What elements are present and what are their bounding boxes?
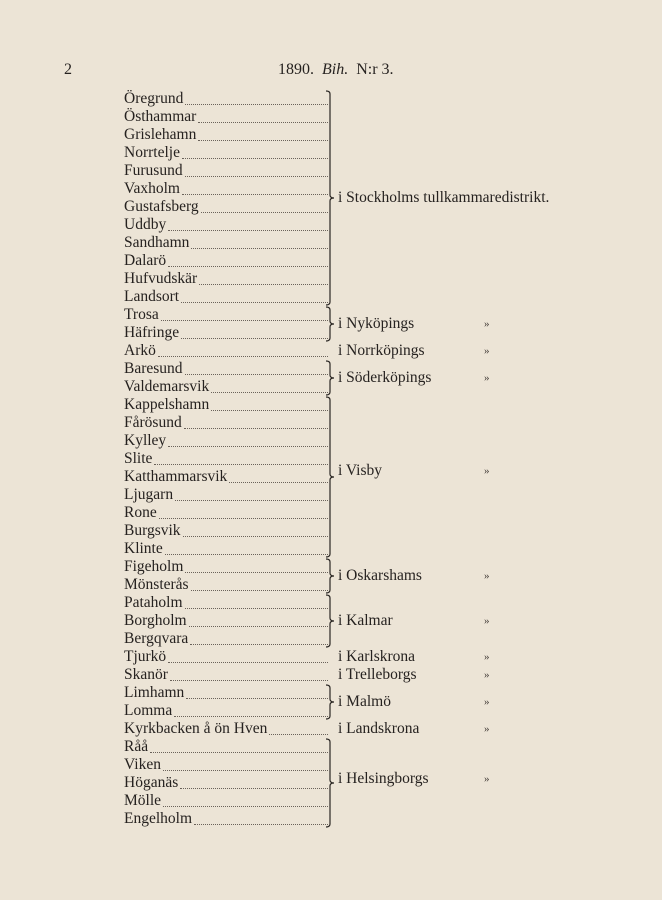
leader-dots bbox=[184, 427, 328, 429]
leader-dots bbox=[168, 445, 328, 447]
leader-dots bbox=[201, 211, 328, 213]
leader-dots bbox=[163, 805, 328, 807]
leader-dots bbox=[199, 283, 328, 285]
leader-dots bbox=[185, 175, 328, 177]
group-brace bbox=[325, 90, 335, 306]
leader-dots bbox=[159, 517, 328, 519]
place-name: Råå bbox=[124, 738, 149, 755]
district-name: i Malmö bbox=[338, 693, 391, 710]
leader-dots bbox=[185, 607, 328, 609]
group-brace bbox=[325, 396, 335, 558]
place-name: Baresund bbox=[124, 360, 183, 377]
leader-dots bbox=[168, 265, 328, 267]
place-name: Häfringe bbox=[124, 324, 180, 341]
place-name: Uddby bbox=[124, 216, 167, 233]
ditto-mark: » bbox=[484, 696, 490, 708]
place-name: Slite bbox=[124, 450, 153, 467]
place-name: Bergqvara bbox=[124, 630, 189, 647]
ditto-mark: » bbox=[484, 615, 490, 627]
leader-dots bbox=[174, 715, 328, 717]
place-name: Pataholm bbox=[124, 594, 183, 611]
leader-dots bbox=[198, 121, 328, 123]
group-brace bbox=[325, 684, 335, 720]
district-name: i Oskarshams bbox=[338, 567, 422, 584]
place-name: Mönsterås bbox=[124, 576, 189, 593]
leader-dots bbox=[182, 193, 328, 195]
place-name: Trosa bbox=[124, 306, 159, 323]
place-name: Östhammar bbox=[124, 108, 197, 125]
leader-dots bbox=[191, 589, 328, 591]
district-name: i Landskrona bbox=[338, 720, 420, 737]
leader-dots bbox=[229, 481, 328, 483]
page-number: 2 bbox=[64, 61, 72, 78]
place-name: Landsort bbox=[124, 288, 180, 305]
place-name: Skanör bbox=[124, 666, 168, 683]
ditto-mark: » bbox=[484, 372, 490, 384]
ditto-mark: » bbox=[484, 651, 490, 663]
place-name: Grislehamn bbox=[124, 126, 197, 143]
place-name: Arkö bbox=[124, 342, 156, 359]
header-number: N:r 3. bbox=[356, 61, 394, 78]
group-brace bbox=[325, 738, 335, 828]
ditto-mark: » bbox=[484, 723, 490, 735]
header-year: 1890. bbox=[278, 61, 314, 78]
leader-dots bbox=[168, 661, 328, 663]
place-name: Tjurkö bbox=[124, 648, 167, 665]
leader-dots bbox=[181, 301, 328, 303]
leader-dots bbox=[150, 751, 328, 753]
place-name: Norrtelje bbox=[124, 144, 180, 161]
group-brace bbox=[325, 306, 335, 342]
leader-dots bbox=[158, 355, 328, 357]
leader-dots bbox=[191, 247, 328, 249]
leader-dots bbox=[183, 535, 328, 537]
place-name: Klinte bbox=[124, 540, 163, 557]
place-name: Rone bbox=[124, 504, 157, 521]
leader-dots bbox=[186, 697, 328, 699]
district-name: i Visby bbox=[338, 462, 383, 479]
place-name: Sandhamn bbox=[124, 234, 190, 251]
district-name: i Söderköpings bbox=[338, 369, 432, 386]
place-name: Viken bbox=[124, 756, 161, 773]
place-name: Furusund bbox=[124, 162, 183, 179]
leader-dots bbox=[165, 553, 328, 555]
leader-dots bbox=[180, 787, 328, 789]
leader-dots bbox=[189, 625, 328, 627]
place-name: Engelholm bbox=[124, 810, 193, 827]
place-name: Ljugarn bbox=[124, 486, 174, 503]
place-name: Gustafsberg bbox=[124, 198, 199, 215]
leader-dots bbox=[194, 823, 328, 825]
place-name: Vaxholm bbox=[124, 180, 180, 197]
ditto-mark: » bbox=[484, 669, 490, 681]
place-name: Mölle bbox=[124, 792, 162, 809]
place-name: Katthammarsvik bbox=[124, 468, 228, 485]
district-name: i Trelleborgs bbox=[338, 666, 417, 683]
header-bih: Bih. bbox=[322, 61, 349, 78]
leader-dots bbox=[175, 499, 328, 501]
ditto-mark: » bbox=[484, 345, 490, 357]
district-name: i Kalmar bbox=[338, 612, 393, 629]
place-name: Lomma bbox=[124, 702, 173, 719]
group-brace bbox=[325, 558, 335, 594]
place-name: Kappelshamn bbox=[124, 396, 210, 413]
district-name: i Karlskrona bbox=[338, 648, 416, 665]
leader-dots bbox=[211, 391, 328, 393]
place-name: Dalarö bbox=[124, 252, 167, 269]
leader-dots bbox=[185, 373, 328, 375]
leader-dots bbox=[154, 463, 328, 465]
ditto-mark: » bbox=[484, 773, 490, 785]
group-brace bbox=[325, 360, 335, 396]
leader-dots bbox=[185, 571, 328, 573]
leader-dots bbox=[269, 733, 328, 735]
ditto-mark: » bbox=[484, 570, 490, 582]
leader-dots bbox=[185, 103, 328, 105]
running-header bbox=[278, 61, 394, 79]
place-name: Hufvudskär bbox=[124, 270, 198, 287]
leader-dots bbox=[163, 769, 328, 771]
leader-dots bbox=[168, 229, 328, 231]
group-brace bbox=[325, 594, 335, 648]
place-name: Fårösund bbox=[124, 414, 182, 431]
district-name: i Stockholms tullkammaredistrikt. bbox=[338, 189, 550, 206]
leader-dots bbox=[198, 139, 328, 141]
district-name: i Helsingborgs bbox=[338, 770, 429, 787]
place-name: Figeholm bbox=[124, 558, 184, 575]
leader-dots bbox=[211, 409, 328, 411]
leader-dots bbox=[190, 643, 328, 645]
place-name: Öregrund bbox=[124, 90, 184, 107]
place-name: Kylley bbox=[124, 432, 167, 449]
leader-dots bbox=[170, 679, 328, 681]
district-name: i Norrköpings bbox=[338, 342, 425, 359]
ditto-mark: » bbox=[484, 318, 490, 330]
place-name: Höganäs bbox=[124, 774, 179, 791]
place-name: Borgholm bbox=[124, 612, 187, 629]
ditto-mark: » bbox=[484, 465, 490, 477]
leader-dots bbox=[181, 337, 328, 339]
place-name: Limhamn bbox=[124, 684, 185, 701]
place-name: Kyrkbacken å ön Hven bbox=[124, 720, 268, 737]
leader-dots bbox=[161, 319, 328, 321]
place-name: Burgsvik bbox=[124, 522, 181, 539]
district-name: i Nyköpings bbox=[338, 315, 415, 332]
place-name: Valdemarsvik bbox=[124, 378, 210, 395]
leader-dots bbox=[182, 157, 328, 159]
